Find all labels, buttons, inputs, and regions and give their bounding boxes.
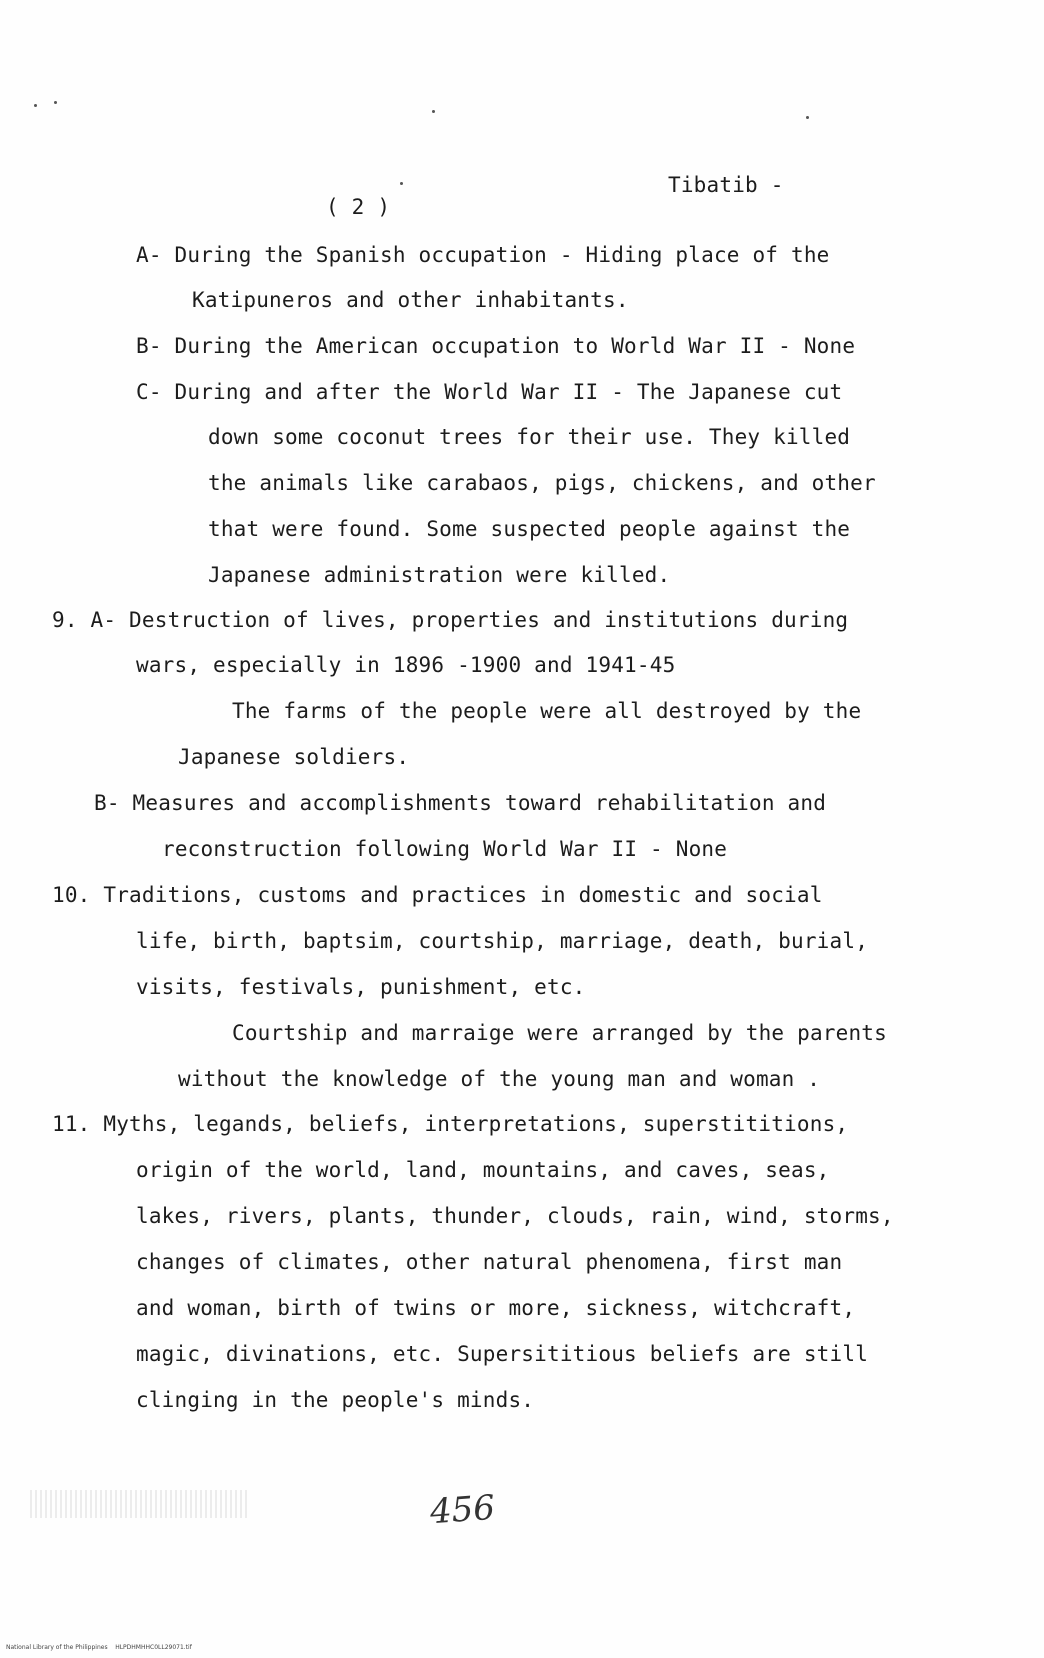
scan-speck xyxy=(34,104,37,107)
text-line: life, birth, baptsim, courtship, marriage, death, burial, xyxy=(136,929,869,953)
text-line: the animals like carabaos, pigs, chickens, and other xyxy=(208,471,876,495)
text-line: 11. Myths, legands, beliefs, interpretations, superstititions, xyxy=(52,1112,849,1136)
text-line: without the knowledge of the young man and woman . xyxy=(178,1067,821,1091)
scan-speck xyxy=(806,116,809,119)
archive-footer: National Library of the Philippines HLPDHMHHC0LL29071.tif xyxy=(6,1644,192,1651)
text-line: Courtship and marraige were arranged by the parents xyxy=(232,1021,887,1045)
text-line: 10. Traditions, customs and practices in domestic and social xyxy=(52,883,823,907)
scan-speck xyxy=(400,182,403,185)
text-line: that were found. Some suspected people against the xyxy=(208,517,851,541)
text-line: origin of the world, land, mountains, and caves, seas, xyxy=(136,1158,830,1182)
text-line: 9. A- Destruction of lives, properties and institutions during xyxy=(52,608,849,632)
scan-speck xyxy=(432,110,435,113)
text-line: The farms of the people were all destroyed by the xyxy=(232,699,862,723)
text-line: B- Measures and accomplishments toward rehabilitation and xyxy=(94,791,827,815)
text-line: magic, divinations, etc. Supersititious beliefs are still xyxy=(136,1342,869,1366)
text-line: Japanese administration were killed. xyxy=(208,563,671,587)
text-line: down some coconut trees for their use. They killed xyxy=(208,425,851,449)
scan-smudge xyxy=(30,1490,250,1518)
text-line: reconstruction following World War II - None xyxy=(162,837,728,861)
text-line: Katipuneros and other inhabitants. xyxy=(192,288,629,312)
text-line: B- During the American occupation to World War II - None xyxy=(136,334,856,358)
text-line: lakes, rivers, plants, thunder, clouds, rain, wind, storms, xyxy=(136,1204,894,1228)
text-line: visits, festivals, punishment, etc. xyxy=(136,975,586,999)
text-line: Japanese soldiers. xyxy=(178,745,410,769)
text-line: clinging in the people's minds. xyxy=(136,1388,535,1412)
header-tibatib: Tibatib - xyxy=(668,173,784,197)
text-line: C- During and after the World War II - The Japanese cut xyxy=(136,380,843,404)
text-line: wars, especially in 1896 -1900 and 1941-45 xyxy=(136,653,676,677)
text-line: and woman, birth of twins or more, sickness, witchcraft, xyxy=(136,1296,856,1320)
text-line: A- During the Spanish occupation - Hiding place of the xyxy=(136,243,830,267)
scan-speck xyxy=(54,101,57,104)
text-line: changes of climates, other natural phenomena, first man xyxy=(136,1250,843,1274)
handwritten-page-number: 456 xyxy=(428,1487,497,1533)
page-marker: ( 2 ) xyxy=(326,195,391,219)
